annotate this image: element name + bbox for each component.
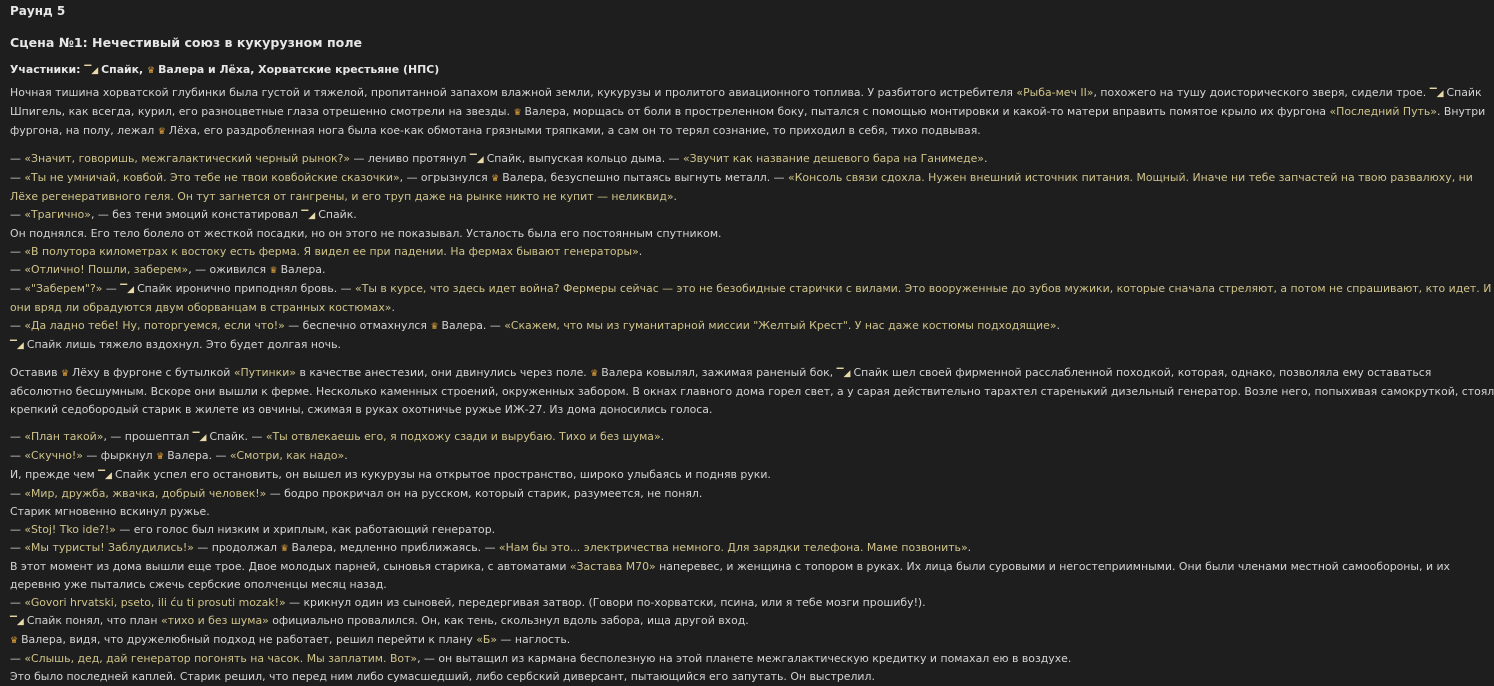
paragraph-2: [10, 364, 1494, 419]
dialog-line: [10, 650, 1435, 668]
text-span: Оставив: [10, 366, 61, 379]
dialog-line: [10, 317, 1435, 336]
quote-text: Лёхе регенеративного геля. Он тут загнется от гангрены, и его труп даже на рынке никто не купит — неликвид»: [10, 190, 674, 203]
text-line: [10, 364, 1435, 383]
quote-text: они вряд ли обрадуются двум оборванцам в странных костюмах»: [10, 301, 392, 314]
cowboy-hat-icon: ▔◢: [192, 433, 207, 443]
participant-spike: Спайк,: [101, 63, 144, 76]
dialog-line: [10, 668, 1435, 686]
crown-icon: ♛: [157, 127, 166, 137]
quote-text: «План такой»: [24, 430, 104, 443]
quote-text: «Трагично»: [24, 208, 91, 221]
text-span: —: [10, 487, 25, 500]
quote-text: «Ты не умничай, ковбой. Это тебе не твои ковбойские сказочки»: [24, 171, 400, 184]
text-span: — беспечно отмахнулся: [284, 319, 431, 332]
scene-title: Сцена №1: Нечестивый союз в кукурузном поле: [10, 35, 363, 50]
text-span: наперевес, и женщина с топором в руках. Их лица были суровыми и негостеприимными. Они были членами местной самообороны, и их: [655, 560, 1451, 573]
text-span: Спайк шел своей фирменной расслабленной походкой, которая, однако, позволяла ему оставаться: [853, 366, 1432, 379]
text-line: [10, 383, 1494, 401]
text-span: Спайк: [1446, 86, 1482, 99]
cowboy-hat-icon: ▔◢: [301, 211, 316, 221]
dialog-line: [10, 558, 1451, 576]
text-span: Ночная тишина хорватской глубинки была густой и тяжелой, пропитанной запахом влажной земли, кукурузы и пролитого авиационного топлива. У разбитого истребителя: [10, 86, 1017, 99]
crown-icon: ♛: [513, 108, 522, 118]
quote-text: «Застава М70»: [569, 560, 656, 573]
quote-text: «Мир, дружба, жвачка, добрый человек!»: [24, 487, 267, 500]
dialog-line: [10, 243, 1435, 261]
text-span: Спайк понял, что план: [26, 614, 161, 627]
crown-icon: ♛: [147, 66, 156, 76]
text-span: Спайк. —: [209, 430, 266, 443]
text-span: .: [391, 301, 395, 314]
quote-text: «Скажем, что мы из гуманитарной миссии "Желтый Крест". У нас даже костюмы подходящие»: [504, 319, 1057, 332]
cowboy-hat-icon: ▔◢: [10, 617, 24, 627]
dialog-line: [10, 466, 1435, 485]
text-span: — его голос был низким и хриплым, как работающий генератор.: [115, 523, 496, 536]
text-span: .: [673, 190, 678, 203]
quote-text: «тихо и без шума»: [160, 614, 269, 627]
quote-text: «Значит, говоришь, межгалактический черный рынок?»: [24, 152, 351, 165]
text-span: —: [10, 596, 25, 609]
text-span: Валера, медленно приближаясь. —: [291, 541, 499, 554]
text-span: .: [638, 245, 643, 258]
text-span: Спайк лишь тяжело вздохнул. Это будет долгая ночь.: [26, 338, 341, 351]
dialog-line: [10, 631, 1435, 650]
text-span: —: [10, 319, 25, 332]
text-span: , — прошептал: [103, 430, 193, 443]
text-span: деревню уже пытались сжечь сербские ополченцы месяц назад.: [10, 578, 387, 591]
text-line: [10, 401, 1435, 419]
crown-icon: ♛: [60, 369, 70, 379]
text-span: .: [983, 152, 988, 165]
quote-text: «Stoj! Tko ide?!»: [24, 523, 116, 536]
dialog-line: [10, 539, 1435, 558]
participants-label: Участники:: [10, 63, 81, 76]
quote-text: «Смотри, как надо»: [229, 449, 345, 462]
quote-text: «Да ладно тебе! Ну, поторгуемся, если что!»: [24, 319, 285, 332]
participants: [10, 61, 1435, 80]
quote-text: «Путинки»: [233, 366, 296, 379]
text-span: Старик мгновенно вскинул ружье.: [10, 505, 210, 518]
dialog-line: [10, 299, 1435, 317]
text-span: абсолютно бесшумным. Вскоре они вышли к ферме. Несколько каменных строений, окруженных забором. В окнах главного дома горел свет, а у сарая действительно тарахтел старенький дизельный генератор. Возле него, попыхивая самокруткой, стоял: [10, 385, 1494, 398]
text-span: Валера, видя, что дружелюбный подход не работает, решил перейти к плану: [21, 633, 477, 646]
text-span: в качестве анестезии, они двинулись через поле.: [295, 366, 591, 379]
text-span: — крикнул один из сыновей, передергивая затвор. (Говори по-хорватски, псина, или я тебе мозги прошибу!).: [285, 596, 926, 609]
text-span: — лениво протянул: [350, 152, 470, 165]
text-span: официально провалился. Он, как тень, скользнул вдоль забора, ища другой вход.: [268, 614, 749, 627]
quote-text: «Мы туристы! Заблудились!»: [24, 541, 194, 554]
text-span: . Внутри: [1436, 105, 1486, 118]
quote-text: «Отлично! Пошли, заберем»: [24, 263, 189, 276]
quote-text: «В полутора километрах к востоку есть ферма. Я видел ее при падении. На фермах бывают генераторы»: [24, 245, 639, 258]
crown-icon: ♛: [430, 322, 439, 332]
text-span: Он поднялся. Его тело болело от жесткой посадки, но он этого не показывал. Усталость была его постоянным спутником.: [10, 227, 722, 240]
text-span: —: [10, 245, 25, 258]
text-span: —: [10, 171, 25, 184]
text-span: Спайк.: [318, 208, 357, 221]
text-span: Спайк иронично приподнял бровь. —: [137, 282, 356, 295]
crown-icon: ♛: [491, 174, 500, 184]
text-span: Валера ковылял, зажимая раненый бок,: [601, 366, 837, 379]
dialog-line: [10, 280, 1492, 299]
text-span: Валера, морщась от боли в простреленном боку, пытался с помощью монтировки и какой-то матери вправить помятое крыло их фургона: [524, 105, 1330, 118]
text-span: —: [10, 208, 25, 221]
quote-text: «Слышь, дед, дай генератор погонять на часок. Мы заплатим. Вот»: [24, 652, 418, 665]
dialog-line: [10, 261, 1435, 280]
text-span: Спайк, выпуская кольцо дыма. —: [486, 152, 683, 165]
quote-text: «Govori hrvatski, pseto, ili ću ti prosuti mozak!»: [24, 596, 286, 609]
dialog-line: [10, 612, 1435, 631]
crown-icon: ♛: [269, 266, 278, 276]
cowboy-hat-icon: ▔◢: [469, 155, 484, 165]
dialog-line: [10, 594, 1435, 612]
crown-icon: ♛: [280, 544, 289, 554]
quote-text: «Ты в курсе, что здесь идет война? Фермеры сейчас — это не безобидные старички с вилами. Это вооруженные до зубов мужики, которые сначала стреляют, а потом не спрашивают, кто идет. И: [355, 282, 1492, 295]
quote-text: «Ты отвлекаешь его, я подхожу сзади и вырубаю. Тихо и без шума»: [265, 430, 661, 443]
text-span: — наглость.: [497, 633, 571, 646]
round-title: Раунд 5: [10, 4, 66, 18]
quote-text: «Звучит как название дешевого бара на Ганимеде»: [682, 152, 984, 165]
text-span: —: [10, 152, 25, 165]
quote-text: «Последний Путь»: [1329, 105, 1437, 118]
text-span: —: [10, 282, 25, 295]
text-span: —: [10, 652, 25, 665]
dialog-line: [10, 188, 1435, 206]
crown-icon: ♛: [590, 369, 599, 379]
crown-icon: ♛: [10, 636, 19, 646]
text-span: Валера.: [280, 263, 326, 276]
text-span: —: [10, 430, 25, 443]
text-span: Это было последней каплей. Старик решил, что перед ним либо сумасшедший, либо сербский диверсант, пытающийся его запутать. Он выстрелил.: [10, 670, 875, 683]
cowboy-hat-icon: ▔◢: [120, 285, 135, 295]
cowboy-hat-icon: ▔◢: [84, 66, 99, 76]
quote-text: «Консоль связи сдохла. Нужен внешний источник питания. Мощный. Иначе ни тебе запчастей на твою развалюху, ни: [788, 171, 1473, 184]
text-span: , похожего на тушу доисторического зверя, сидели трое.: [1093, 86, 1430, 99]
text-span: , — он вытащил из кармана бесполезную на этой планете межгалактическую кредитку и помахал ею в воздухе.: [417, 652, 1072, 665]
text-span: — бодро прокричал он на русском, который старик, разумеется, не понял.: [266, 487, 703, 500]
text-span: Валера. —: [167, 449, 230, 462]
text-span: фургона, на полу, лежал: [10, 124, 158, 137]
text-span: Валера, безуспешно пытаясь выгнуть металл. —: [502, 171, 789, 184]
text-span: —: [10, 449, 25, 462]
dialog-line: [10, 447, 1435, 466]
text-span: — фыркнул: [82, 449, 157, 462]
text-span: —: [10, 541, 25, 554]
quote-text: «Скучно!»: [24, 449, 83, 462]
text-span: , — оживился: [188, 263, 270, 276]
crown-icon: ♛: [156, 452, 165, 462]
cowboy-hat-icon: ▔◢: [98, 471, 112, 481]
text-span: Спайк успел его остановить, он вышел из кукурузы на открытое пространство, широко улыбаясь и подняв руки.: [114, 468, 771, 481]
participants-rest: Валера и Лёха, Хорватские крестьяне (НПС): [158, 63, 440, 76]
text-line: [10, 84, 1482, 103]
text-span: .: [344, 449, 348, 462]
text-span: крепкий седобородый старик в жилете из овчины, сжимая в руках охотничье ружье ИЖ-27. Из дома доносились голоса.: [10, 403, 713, 416]
text-line: [10, 103, 1486, 122]
dialog-line: [10, 225, 1435, 243]
cowboy-hat-icon: ▔◢: [10, 341, 24, 351]
text-span: —: [10, 523, 25, 536]
dialog-line: [10, 428, 1435, 447]
quote-text: «Рыба-меч II»: [1016, 86, 1094, 99]
text-span: Шпигель, как всегда, курил, его разноцветные глаза отрешенно смотрели на звезды.: [10, 105, 514, 118]
intro-paragraph: [10, 84, 1486, 141]
text-span: , — огрызнулся: [399, 171, 492, 184]
text-span: Лёха, его раздробленная нога была кое-как обмотана грязными тряпками, а сам он то терял сознание, то приходил в себя, тихо подвывая.: [168, 124, 981, 137]
text-span: Валера. —: [441, 319, 505, 332]
text-span: —: [10, 263, 25, 276]
cowboy-hat-icon: ▔◢: [1429, 89, 1444, 99]
dialog-block: [10, 150, 1492, 355]
dialog-line: [10, 336, 1435, 355]
quote-text: «Нам бы это... электричества немного. Для зарядки телефона. Маме позвонить»: [498, 541, 968, 554]
text-span: —: [102, 282, 121, 295]
quote-text: «Б»: [476, 633, 498, 646]
dialog-line: [10, 150, 1435, 169]
dialog-line: [10, 503, 1435, 521]
text-line: [10, 122, 1435, 141]
dialog-block: [10, 428, 1451, 686]
quote-text: «"Заберем"?»: [24, 282, 103, 295]
text-span: .: [1056, 319, 1060, 332]
text-span: В этот момент из дома вышли еще трое. Двое молодых парней, сыновья старика, с автоматами: [10, 560, 570, 573]
cowboy-hat-icon: ▔◢: [836, 369, 851, 379]
dialog-line: [10, 206, 1435, 225]
text-span: Лёху в фургоне с бутылкой: [72, 366, 234, 379]
text-span: , — без тени эмоций констатировал: [90, 208, 302, 221]
text-span: .: [660, 430, 665, 443]
dialog-line: [10, 576, 1435, 594]
dialog-line: [10, 485, 1435, 503]
text-span: .: [967, 541, 972, 554]
text-span: И, прежде чем: [10, 468, 99, 481]
dialog-line: [10, 521, 1435, 539]
dialog-line: [10, 169, 1473, 188]
text-span: — продолжал: [193, 541, 281, 554]
